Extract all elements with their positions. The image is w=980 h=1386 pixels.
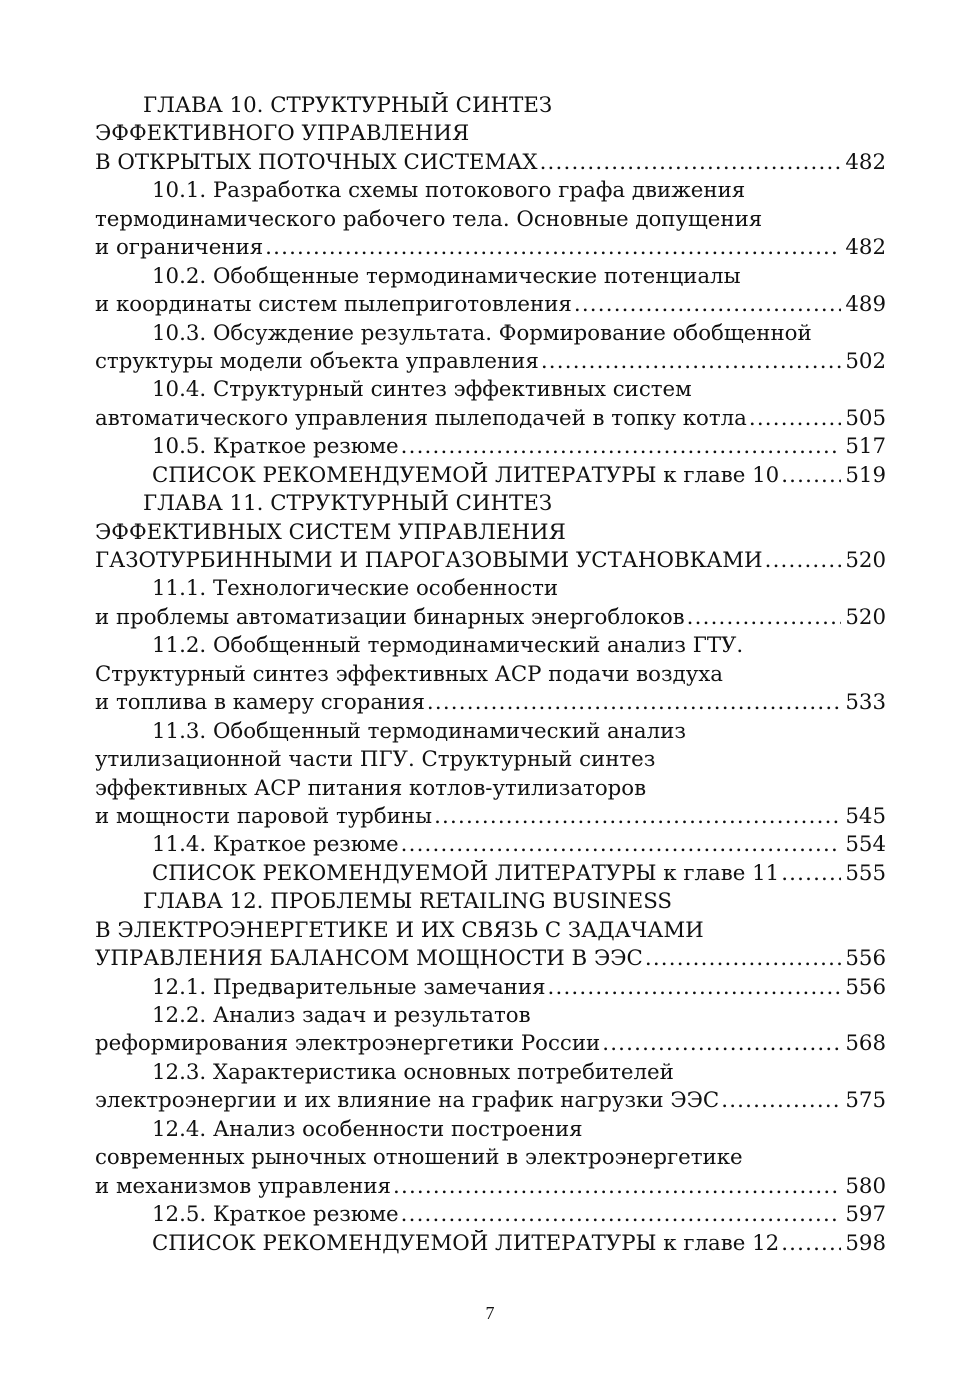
toc-entry-line: 12.2. Анализ задач и результатов: [152, 1003, 531, 1028]
dot-leader: [541, 348, 842, 376]
toc-entry-line: 12.4. Анализ особенности построения: [152, 1116, 583, 1142]
toc-page-number: 505: [845, 405, 886, 431]
toc-entry-title: и мощности паровой турбины: [95, 803, 433, 829]
page-number: 7: [485, 1303, 495, 1323]
toc-page-number: 568: [845, 1031, 886, 1057]
toc-page-number: 556: [845, 974, 886, 1000]
dot-leader: [781, 860, 841, 888]
toc-entry-line: термодинамического рабочего тела. Основные допущения: [95, 206, 763, 232]
dot-leader: [393, 1173, 841, 1201]
toc-page-number: 556: [845, 946, 886, 972]
toc-entry-line: ЭФФЕКТИВНОГО УПРАВЛЕНИЯ: [95, 121, 470, 147]
toc-entry-title: и топлива в камеру сгорания: [95, 690, 425, 716]
toc-entry-title: В ОТКРЫТЫХ ПОТОЧНЫХ СИСТЕМАХ: [95, 149, 538, 175]
toc-entry-title: реформирования электроэнергетики России: [95, 1031, 601, 1057]
toc-entry-title: СПИСОК РЕКОМЕНДУЕМОЙ ЛИТЕРАТУРЫ к главе 10: [152, 462, 780, 488]
toc-page-number: 520: [845, 548, 886, 573]
toc-section-entry[interactable]: [95, 718, 886, 832]
toc-section-entry[interactable]: [95, 433, 886, 461]
toc-entry-title: 12.1. Предварительные замечания: [152, 974, 546, 1000]
toc-page-number: 533: [845, 690, 886, 716]
toc-entry-line: [95, 433, 886, 461]
toc-entry-line: [95, 234, 886, 262]
toc-page-number: 555: [845, 860, 886, 886]
toc-section-entry[interactable]: [95, 860, 886, 888]
toc-entry-line: ЭФФЕКТИВНЫХ СИСТЕМ УПРАВЛЕНИЯ: [95, 519, 566, 545]
toc-entry-line: В ЭЛЕКТРОЭНЕРГЕТИКЕ И ИХ СВЯЗЬ С ЗАДАЧАМИ: [95, 917, 704, 943]
toc-entry-line: [95, 1087, 886, 1115]
toc-entry-title: 12.5. Краткое резюме: [152, 1202, 399, 1228]
toc-entry-title: СПИСОК РЕКОМЕНДУЕМОЙ ЛИТЕРАТУРЫ к главе 12: [152, 1230, 780, 1256]
dot-leader: [687, 604, 842, 632]
toc-entry-title: 10.5. Краткое резюме: [152, 434, 399, 460]
toc-chapter-entry[interactable]: [95, 92, 886, 177]
toc-entry-line: [95, 1230, 886, 1258]
toc-page-number: 482: [845, 235, 886, 261]
toc-section-entry[interactable]: [95, 974, 886, 1002]
toc-entry-title: УПРАВЛЕНИЯ БАЛАНСОМ МОЩНОСТИ В ЭЭС: [95, 946, 643, 972]
toc-section-entry[interactable]: [95, 1230, 886, 1258]
toc-entry-line: [95, 945, 886, 973]
dot-leader: [602, 1030, 841, 1058]
toc-entry-line: 10.4. Структурный синтез эффективных систем: [152, 377, 692, 403]
toc-entry-title: СПИСОК РЕКОМЕНДУЕМОЙ ЛИТЕРАТУРЫ к главе 11: [152, 860, 780, 886]
dot-leader: [427, 689, 841, 717]
dot-leader: [721, 1087, 841, 1115]
toc-entry-title: структуры модели объекта управления: [95, 348, 539, 374]
dot-leader: [781, 462, 841, 490]
toc-entry-line: ГЛАВА 11. СТРУКТУРНЫЙ СИНТЕЗ: [143, 491, 553, 517]
dot-leader: [749, 405, 841, 433]
toc-section-entry[interactable]: [95, 263, 886, 320]
toc-page-number: 482: [845, 149, 886, 175]
toc-section-entry[interactable]: [95, 831, 886, 859]
toc-entry-line: 12.3. Характеристика основных потребителей: [152, 1059, 674, 1085]
toc-entry-line: [95, 462, 886, 490]
toc-entry-title: и ограничения: [95, 235, 264, 261]
table-of-contents: [95, 92, 886, 1258]
dot-leader: [401, 831, 842, 859]
dot-leader: [265, 234, 841, 262]
toc-entry-line: утилизационной части ПГУ. Структурный синтез: [95, 747, 656, 773]
toc-page-number: 554: [845, 832, 886, 858]
toc-page-number: 489: [845, 292, 886, 318]
toc-entry-line: [95, 689, 886, 717]
dot-leader: [765, 547, 842, 575]
toc-section-entry[interactable]: [95, 177, 886, 262]
toc-entry-title: автоматического управления пылеподачей в топку котла: [95, 405, 747, 431]
toc-section-entry[interactable]: [95, 632, 886, 717]
toc-section-entry[interactable]: [95, 1059, 886, 1116]
toc-entry-line: 11.1. Технологические особенности: [152, 576, 559, 602]
dot-leader: [540, 149, 842, 177]
toc-entry-line: [95, 831, 886, 859]
toc-entry-line: ГЛАВА 12. ПРОБЛЕМЫ RETAILING BUSINESS: [143, 889, 673, 915]
dot-leader: [645, 945, 842, 973]
dot-leader: [401, 1201, 842, 1229]
toc-entry-line: [95, 547, 886, 575]
dot-leader: [574, 291, 841, 319]
toc-page-number: 517: [845, 434, 886, 460]
toc-section-entry[interactable]: [95, 376, 886, 433]
toc-section-entry[interactable]: [95, 320, 886, 377]
toc-page-number: 545: [845, 803, 886, 829]
toc-entry-line: [95, 860, 886, 888]
toc-page-number: 519: [845, 462, 886, 488]
toc-entry-line: [95, 348, 886, 376]
toc-page-number: 597: [845, 1202, 886, 1228]
toc-page-number: 598: [845, 1230, 886, 1256]
toc-page-number: 502: [845, 348, 886, 374]
toc-chapter-entry[interactable]: [95, 888, 886, 973]
toc-entry-line: ГЛАВА 10. СТРУКТУРНЫЙ СИНТЕЗ: [143, 93, 553, 118]
toc-entry-title: и механизмов управления: [95, 1173, 391, 1199]
toc-section-entry[interactable]: [95, 1201, 886, 1229]
toc-entry-line: [95, 974, 886, 1002]
toc-entry-line: 10.2. Обобщенные термодинамические потенциалы: [152, 263, 741, 289]
toc-entry-title: 11.4. Краткое резюме: [152, 832, 399, 858]
toc-entry-line: 10.3. Обсуждение результата. Формирование обобщенной: [152, 320, 812, 346]
toc-entry-title: и проблемы автоматизации бинарных энергоблоков: [95, 604, 685, 630]
toc-page-number: 580: [845, 1173, 886, 1199]
toc-section-entry[interactable]: [95, 575, 886, 632]
dot-leader: [401, 433, 842, 461]
toc-page-number: 520: [845, 604, 886, 630]
dot-leader: [548, 974, 842, 1002]
toc-entry-line: современных рыночных отношений в электроэнергетике: [95, 1145, 743, 1171]
toc-entry-line: 11.2. Обобщенный термодинамический анализ ГТУ.: [152, 633, 744, 659]
toc-entry-line: [95, 803, 886, 831]
toc-entry-line: [95, 291, 886, 319]
toc-section-entry[interactable]: [95, 1002, 886, 1059]
toc-section-entry[interactable]: [95, 462, 886, 490]
toc-entry-line: эффективных АСР питания котлов-утилизаторов: [95, 775, 647, 801]
dot-leader: [434, 803, 841, 831]
toc-entry-line: 10.1. Разработка схемы потокового графа движения: [152, 178, 746, 204]
toc-entry-line: [95, 149, 886, 177]
toc-entry-line: 11.3. Обобщенный термодинамический анализ: [152, 718, 686, 744]
toc-entry-title: и координаты систем пылеприготовления: [95, 292, 572, 318]
toc-entry-line: [95, 1030, 886, 1058]
dot-leader: [781, 1230, 841, 1258]
toc-entry-title: электроэнергии и их влияние на график нагрузки ЭЭС: [95, 1088, 720, 1114]
toc-entry-line: [95, 1173, 886, 1201]
toc-entry-line: [95, 405, 886, 433]
toc-entry-line: [95, 1201, 886, 1229]
toc-chapter-entry[interactable]: [95, 490, 886, 575]
toc-section-entry[interactable]: [95, 1116, 886, 1201]
toc-page-number: 575: [845, 1088, 886, 1114]
toc-entry-title: ГАЗОТУРБИННЫМИ И ПАРОГАЗОВЫМИ УСТАНОВКАМИ: [95, 548, 763, 573]
toc-entry-line: Структурный синтез эффективных АСР подачи воздуха: [95, 661, 723, 687]
toc-entry-line: [95, 604, 886, 632]
